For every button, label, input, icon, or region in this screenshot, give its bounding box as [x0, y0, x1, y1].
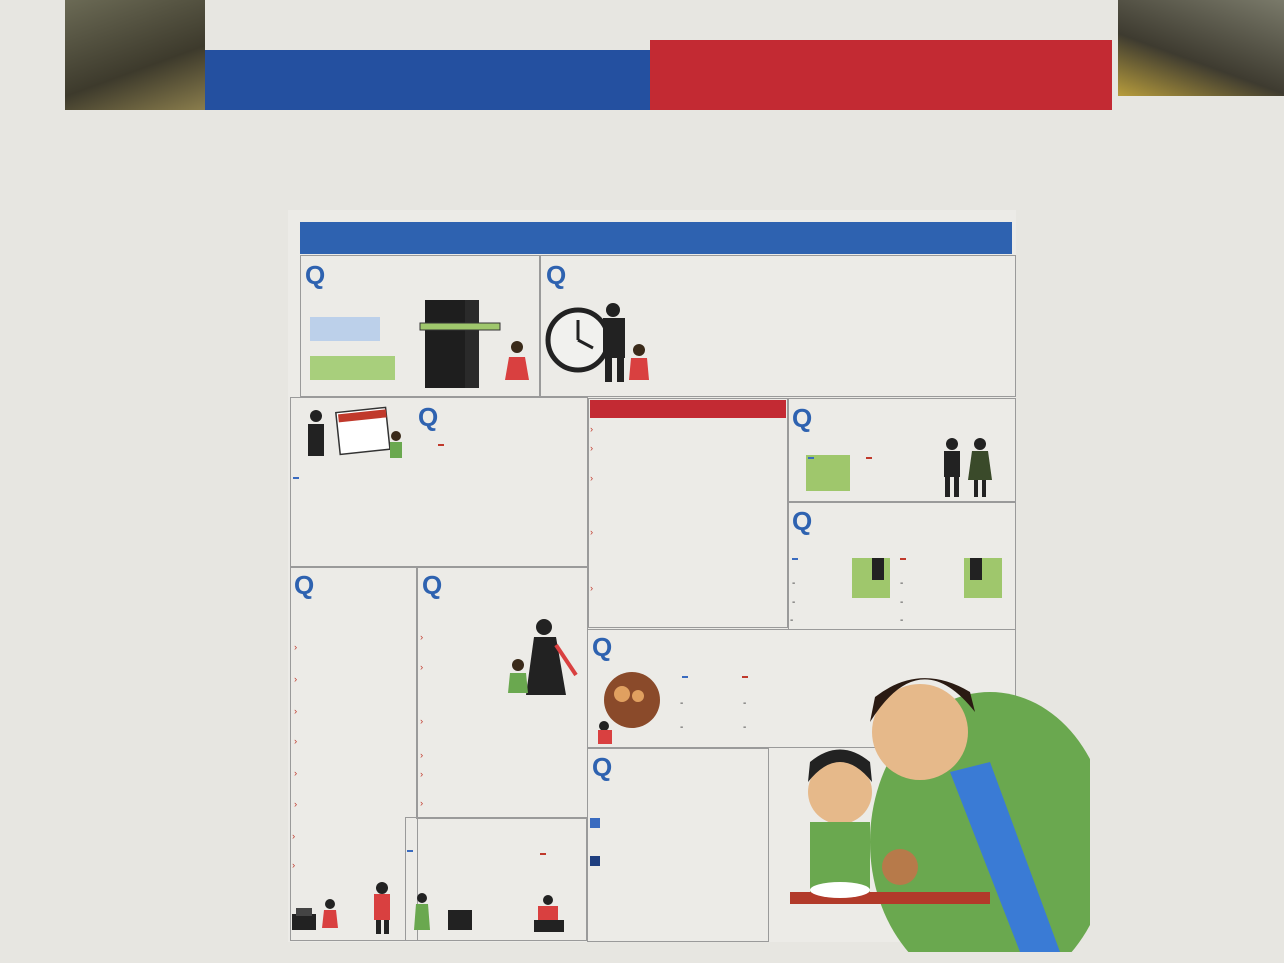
india-tag	[293, 477, 299, 479]
banner-left[interactable]	[205, 50, 650, 110]
how-often-india-pie	[356, 468, 452, 564]
q-icon: Q	[792, 403, 813, 433]
yes-swatch	[590, 818, 600, 828]
mumbai-value-bar	[310, 356, 395, 380]
mumbai-tag	[866, 457, 872, 459]
guilty-mumbai-yes: -	[900, 578, 904, 589]
right-story-body	[1036, 354, 1280, 654]
why-mumbai-item: ›	[292, 831, 296, 842]
left-story-body	[62, 296, 287, 942]
advisory-item: ›	[590, 527, 594, 537]
personality-mumbai-no: -	[743, 722, 747, 733]
india-tag	[682, 676, 688, 678]
calendar-illustration	[302, 402, 412, 467]
guilty-india-figure	[852, 558, 890, 598]
mothers-illustration	[408, 880, 578, 936]
guilty-india-sometimes: -	[790, 615, 794, 626]
why-mumbai-item: ›	[294, 799, 298, 810]
after-mumbai-item: ›	[420, 769, 424, 780]
india-value-bar	[310, 317, 380, 341]
why-india-item: ›	[294, 674, 298, 685]
mumbai-tag	[900, 558, 906, 560]
mumbai-tag	[438, 444, 444, 446]
masthead-photo-left	[65, 0, 205, 110]
advisory-item: ›	[590, 583, 594, 593]
india-tag	[407, 850, 413, 852]
parent-child-illustration	[405, 295, 535, 390]
masthead-photo-right	[1118, 0, 1284, 96]
mother-scolding-illustration	[770, 652, 1090, 952]
q-icon: Q	[305, 260, 326, 290]
advisory-item: ›	[590, 443, 594, 453]
india-tag	[792, 558, 798, 560]
q-icon: Q	[294, 570, 315, 600]
why-mumbai-item: ›	[294, 768, 298, 779]
after-india-item: ›	[420, 716, 424, 727]
q-icon: Q	[592, 752, 613, 782]
infographic-title	[300, 222, 1012, 254]
guilty-mumbai-figure	[964, 558, 1002, 598]
right-story-header	[1020, 210, 1284, 220]
india-tag	[808, 457, 814, 459]
banner-right[interactable]	[650, 40, 1112, 110]
were-hit-bar-chart	[622, 804, 762, 926]
after-india-item: ›	[420, 632, 424, 643]
mumbai-tag	[540, 853, 546, 855]
clock-illustration	[543, 290, 661, 385]
guilty-mumbai-no: -	[900, 597, 904, 608]
mumbai-tag	[742, 676, 748, 678]
advisory-item: ›	[590, 473, 594, 483]
q-icon: Q	[592, 632, 613, 662]
right-story-body-continued	[1094, 796, 1280, 963]
india-value-box	[806, 455, 850, 491]
personality-mumbai-yes: -	[743, 698, 747, 709]
when-hit-mumbai-gauge	[655, 280, 825, 370]
q-icon: Q	[422, 570, 443, 600]
left-story-header	[62, 216, 287, 228]
advisory-item: ›	[590, 424, 594, 434]
q-icon: Q	[546, 260, 567, 290]
after-mumbai-item: ›	[420, 750, 424, 761]
how-often-mumbai-pie	[484, 440, 580, 536]
why-india-item: ›	[294, 706, 298, 717]
why-india-item: ›	[294, 642, 298, 653]
hug-illustration	[500, 615, 584, 715]
head-illustration	[592, 666, 672, 746]
personality-india-no: -	[680, 722, 684, 733]
after-india-item: ›	[420, 662, 424, 673]
guilty-india-yes: -	[792, 578, 796, 589]
why-india-item: ›	[294, 736, 298, 747]
guilty-india-no: -	[792, 597, 796, 608]
q-icon: Q	[792, 506, 813, 536]
after-mumbai-item: ›	[420, 798, 424, 809]
no-swatch	[590, 856, 600, 866]
personality-india-yes: -	[680, 698, 684, 709]
family-scene-illustration	[290, 880, 414, 936]
when-hit-india-gauge	[832, 278, 1012, 368]
guilty-mumbai-sometimes: -	[900, 615, 904, 626]
why-mumbai-item: ›	[292, 860, 296, 871]
parents-illustration	[932, 436, 1002, 498]
q-icon: Q	[418, 402, 439, 432]
